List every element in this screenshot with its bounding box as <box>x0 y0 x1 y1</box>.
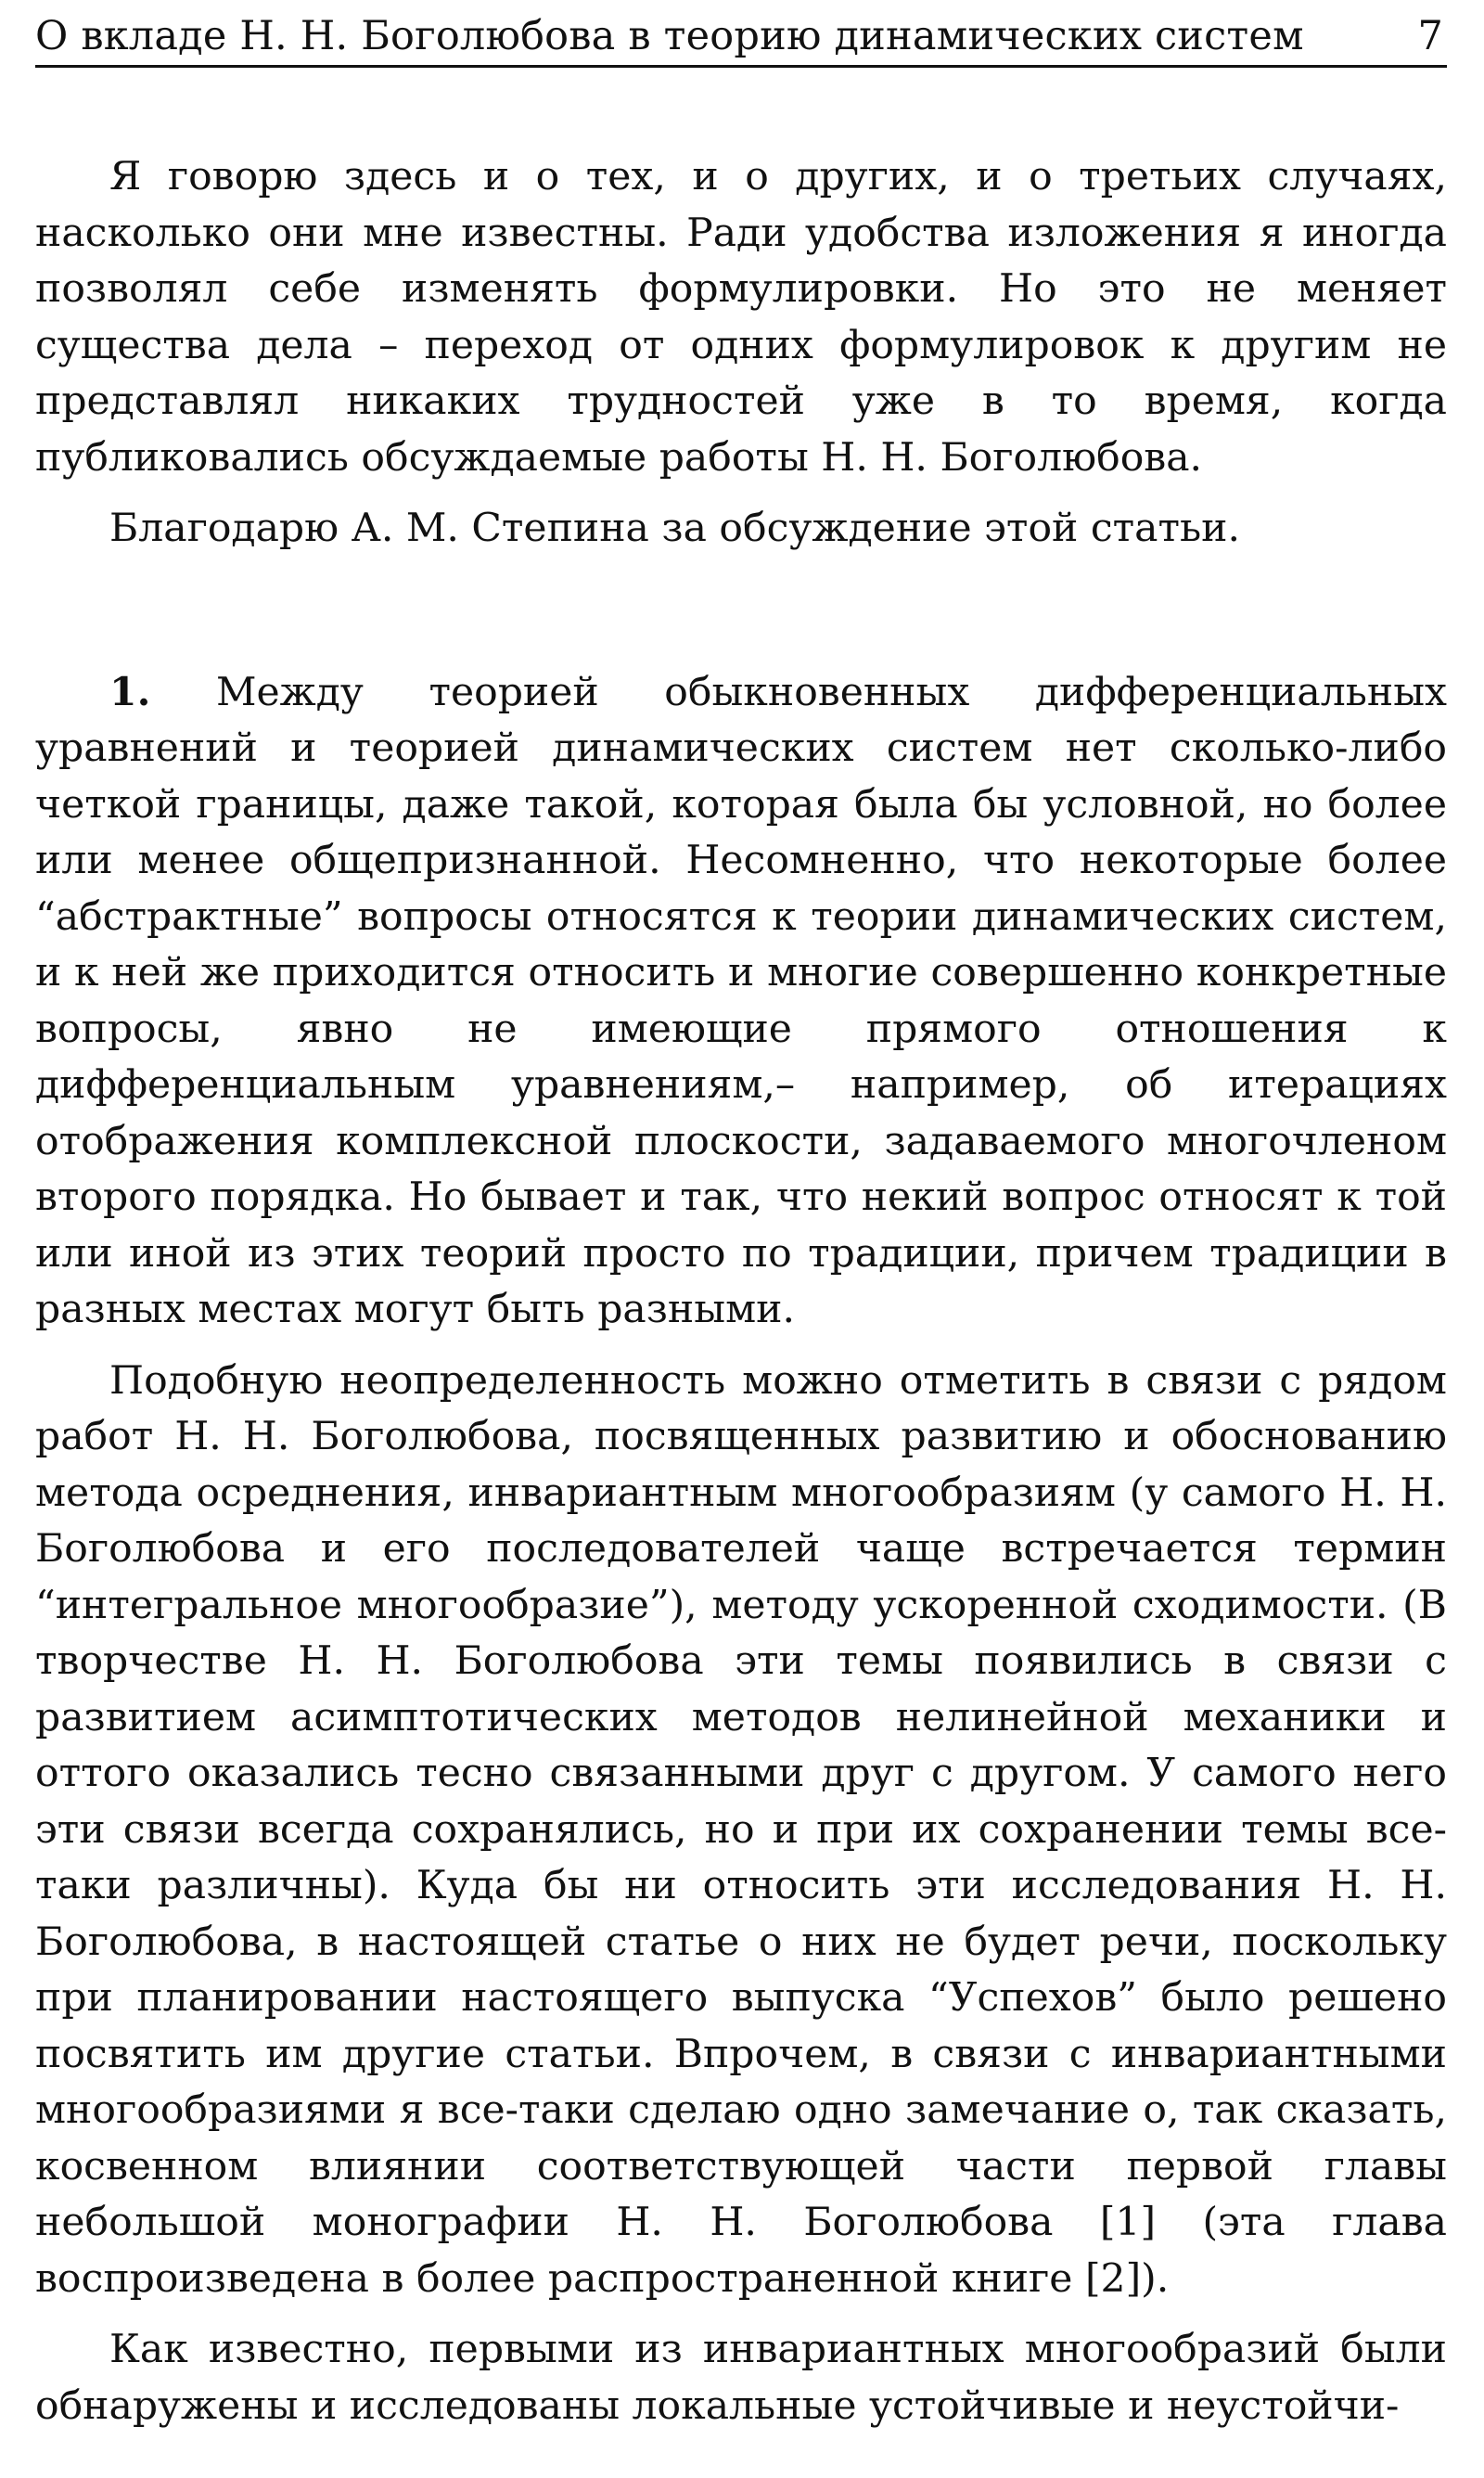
page-number: 7 <box>1417 13 1443 59</box>
intro-block <box>35 149 1447 558</box>
section-1-paragraph-1-text: Между теорией обыкновенных дифференциальных уравнений и теорией динамических систем нет сколько-либо четкой границы, даже такой, которая была бы условной, но более или менее общепризнанной. Несомненно, что некоторые более “абстрактные” вопросы относятся к теории динамических систем, и к ней же приходится относить и многие совершенно конкретные вопросы, явно не имеющие прямого отношения к дифференциальным уравнениям,– например, об итерациях отображения комплексной плоскости, задаваемого многочленом второго порядка. Но бывает и так, что некий вопрос относят к той или иной из этих теорий просто по традиции, причем традиции в разных местах могут быть разными. <box>35 669 1447 1332</box>
section-number: 1. <box>109 668 151 715</box>
section-1 <box>35 664 1447 2435</box>
running-head-title: О вкладе Н. Н. Боголюбова в теорию динамических систем <box>35 13 1304 59</box>
section-1-paragraph-3: Как известно, первыми из инвариантных многообразий были обнаружены и исследованы локальные устойчивые и неустойчи- <box>35 2327 1447 2429</box>
intro-paragraph: Я говорю здесь и о тех, и о других, и о третьих случаях, насколько они мне известны. Ради удобства изложения я иногда позволял себе изменять формулировки. Но это не меняет существа дела – переход от одних формулировок к другим не представлял никаких трудностей уже в то время, когда публиковались обсуждаемые работы Н. Н. Боголюбова. <box>35 154 1447 481</box>
running-head <box>35 0 1447 68</box>
section-1-paragraph-2: Подобную неопределенность можно отметить в связи с рядом работ Н. Н. Боголюбова, посвященных развитию и обоснованию метода осреднения, инвариантным многообразиям (у самого Н. Н. Боголюбова и его последователей чаще встречается термин “интегральное многообразие”), методу ускоренной сходимости. (В творчестве Н. Н. Боголюбова эти темы появились в связи с развитием асимптотических методов нелинейной механики и оттого оказались тесно связанными друг с другом. У самого него эти связи всегда сохранялись, но и при их сохранении темы все-таки различны). Куда бы ни относить эти исследования Н. Н. Боголюбова, в настоящей статье о них не будет речи, поскольку при планировании настоящего выпуска “Успехов” было решено посвятить им другие статьи. Впрочем, в связи с инвариантными многообразиями я все-таки сделаю одно замечание о, так сказать, косвенном влиянии соответствующей части первой главы небольшой монографии Н. Н. Боголюбова [1] (эта глава воспроизведена в более распространенной книге [2]). <box>35 1357 1447 2302</box>
section-1-paragraph-1 <box>35 664 1447 1339</box>
acknowledgement-paragraph: Благодарю А. М. Степина за обсуждение этой статьи. <box>109 506 1241 551</box>
